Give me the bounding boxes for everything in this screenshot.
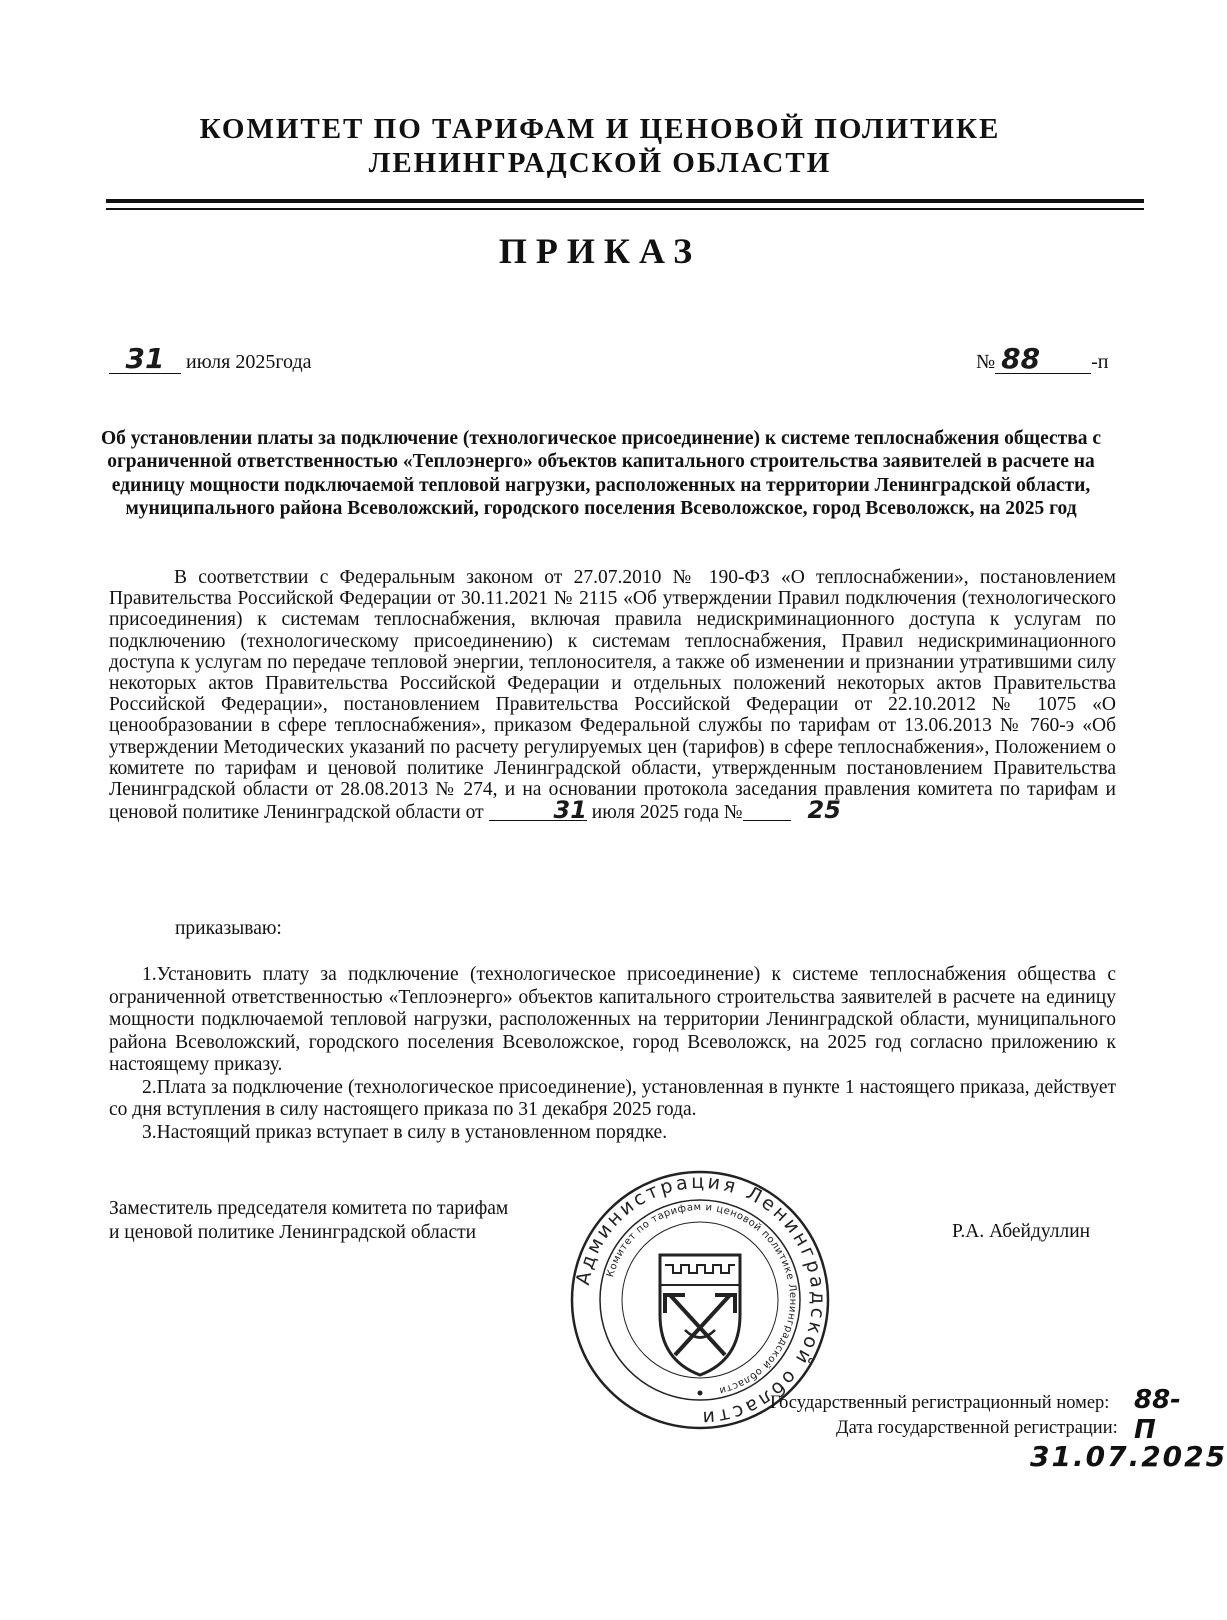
signatory-position <box>109 1197 508 1245</box>
order-number-prefix: № <box>976 351 996 373</box>
order-item-2: 2.Плата за подключение (технологическое присоединение), установленная в пункте 1 настоящего приказа, действует со дня вступления в силу настоящего приказа по 31 декабря 2025 года. <box>109 1076 1116 1120</box>
preamble-text: В соответствии с Федеральным законом от 27.07.2010 № 190-ФЗ «О теплоснабжении», постановлением Правительства Российской Федерации от 30.11.2021 № 2115 «Об утверждении Правил подключения (технологического присоединения) к системам теплоснабжения, включая правила недискриминационного доступа к услугам по подключению (технологическому присоединению) к системам теплоснабжения, Правил недискриминационного доступа к услугам по передаче тепловой энергии, теплоносителя, а также об изменении и признании утратившими силу некоторых актов Правительства Российской Федерации и отдельных положений некоторых актов Правительства Российской Федерации», постановлением Правительства Российской Федерации от 22.10.2012 № 1075 «О ценообразовании в сфере теплоснабжения», приказом Федеральной службы по тарифам от 13.06.2013 № 760-э «Об утверждении Методических указаний по расчету регулируемых цен (тарифов) в сфере теплоснабжения», Положением о комитете по тарифам и ценовой политике Ленинградской области, утвержденным постановлением Правительства Ленинградской области от 28.08.2013 № 274, и на основании протокола заседания правления комитета по тарифам и ценовой политике Ленинградской области от <box>109 567 1116 824</box>
order-number-suffix: -п <box>1091 351 1109 373</box>
order-date-day: 31 <box>109 345 181 374</box>
protocol-number: 25 <box>743 800 791 821</box>
signatory-name: Р.А. Абейдуллин <box>952 1221 1091 1242</box>
registration-date <box>836 1418 1118 1439</box>
order-item-1: 1.Установить плату за подключение (технологическое присоединение) к системе теплоснабжения общества с ограниченной ответственностью «Теплоэнерго» объектов капитального строительства заявителей в расчете на единицу мощности подключаемой тепловой нагрузки, расположенных на территории Ленинградской области, муниципального района Всеволожский, городского поселения Всеволожское, город Всеволожск, на 2025 год согласно приложению к настоящему приказу. <box>109 964 1116 1075</box>
order-number <box>976 342 1109 375</box>
seal-inner-text: Комитет по тарифам и ценовой политике Ленинградской области <box>605 1201 799 1396</box>
order-date <box>109 342 312 375</box>
registration-date-label: Дата государственной регистрации: <box>836 1418 1118 1438</box>
header-divider-thick <box>106 199 1144 203</box>
registration-number-label: Государственный регистрационный номер: <box>770 1393 1110 1413</box>
org-title-line1: КОМИТЕТ ПО ТАРИФАМ И ЦЕНОВОЙ ПОЛИТИКЕ <box>199 113 1001 145</box>
svg-text:Комитет по тарифам и ценовой п <box>605 1202 798 1396</box>
order-directive: приказываю: <box>175 918 282 939</box>
organization-title <box>0 112 1200 180</box>
document-type-title: ПРИКАЗ <box>498 231 702 271</box>
protocol-day: 31 <box>489 800 587 821</box>
order-items <box>109 964 1116 1144</box>
registration-number <box>770 1393 1109 1414</box>
coat-of-arms-icon <box>660 1255 740 1375</box>
order-subject: Об установлении платы за подключение (технологическое присоединение) к системе теплоснабжения общества с ограниченной ответственностью «Теплоэнерго» объектов капитального строительства заявителей в расчете на единицу мощности подключаемой тепловой нагрузки, расположенных на территории Ленинградской области, муниципального района Всеволожский, городского поселения Всеволожское, город Всеволожск, на 2025 год <box>100 428 1102 519</box>
order-item-3: 3.Настоящий приказ вступает в силу в установленном порядке. <box>142 1121 668 1143</box>
org-title-line2: ЛЕНИНГРАДСКОЙ ОБЛАСТИ <box>368 147 832 179</box>
preamble-paragraph <box>109 567 1116 823</box>
signatory-position-line2: и ценовой политике Ленинградской области <box>109 1222 477 1243</box>
signatory-position-line1: Заместитель председателя комитета по тарифам <box>109 1198 509 1219</box>
order-number-value: 88 <box>995 345 1091 374</box>
protocol-month-year: июля 2025 года № <box>591 802 743 824</box>
registration-date-value: 31.07.2025 <box>1030 1440 1227 1473</box>
header-divider-thin <box>106 208 1144 210</box>
seal-outer-text: Администрация Ленинградской области <box>571 1170 830 1430</box>
registration-number-value: 88-П <box>1134 1385 1181 1445</box>
order-date-month-year: июля 2025года <box>186 351 312 373</box>
